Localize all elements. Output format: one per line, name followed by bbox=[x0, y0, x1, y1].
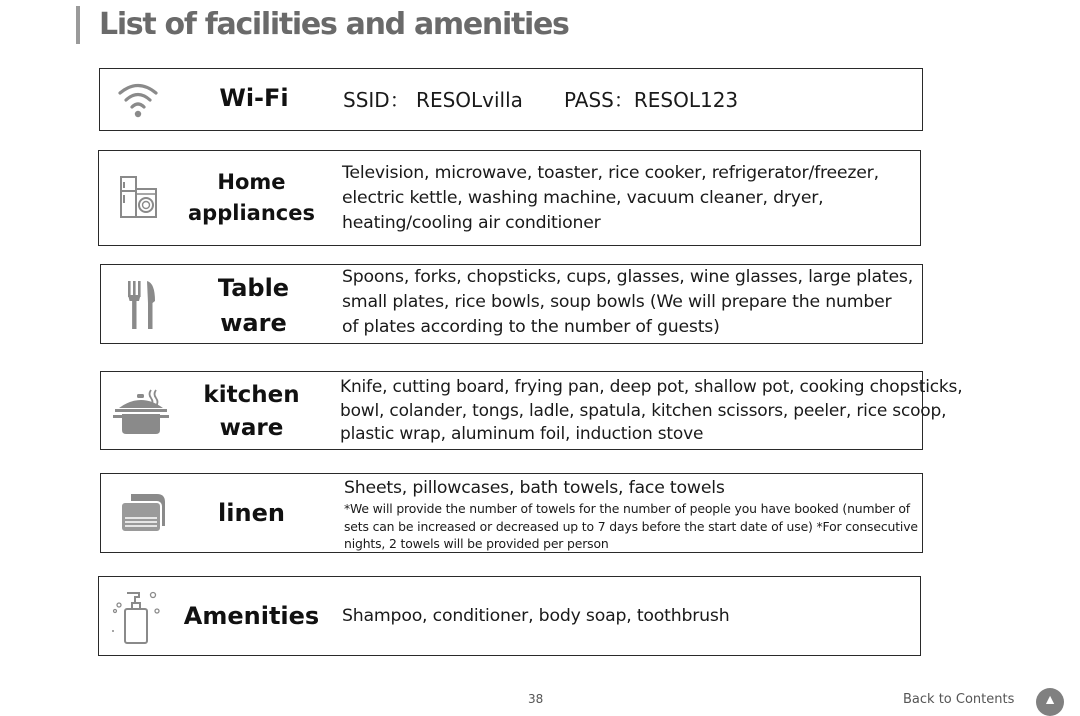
facility-row-tableware bbox=[100, 264, 923, 344]
facility-row-wifi bbox=[99, 68, 923, 131]
facility-row-amenities bbox=[98, 576, 921, 656]
text-line: electric kettle, washing machine, vacuum cleaner, dryer, bbox=[342, 188, 824, 208]
row-label-home-appliances bbox=[179, 167, 324, 229]
row-label-wifi: Wi-Fi bbox=[219, 84, 289, 112]
title-accent-bar bbox=[76, 6, 80, 44]
linen-note-line: nights, 2 towels will be provided per person bbox=[344, 536, 609, 551]
linen-note-line: *We will provide the number of towels for the number of people you have booked (number of bbox=[344, 501, 910, 516]
label-line: kitchen bbox=[203, 382, 300, 408]
kitchenware-list bbox=[340, 376, 962, 447]
appliance-icon bbox=[115, 169, 163, 223]
soap-bottle-icon bbox=[109, 585, 165, 647]
label-line: ware bbox=[220, 309, 287, 337]
text-line: Knife, cutting board, frying pan, deep pot, shallow pot, cooking chopsticks, bbox=[340, 377, 963, 397]
wifi-password: PASS：RESOL123 bbox=[564, 88, 739, 112]
text-line: plastic wrap, aluminum foil, induction stove bbox=[340, 424, 704, 444]
facility-row-home-appliances bbox=[98, 150, 921, 246]
text-line: small plates, rice bowls, soup bowls (We will prepare the number bbox=[342, 292, 892, 312]
text-line: heating/cooling air conditioner bbox=[342, 213, 601, 233]
back-to-contents-link[interactable]: Back to Contents bbox=[903, 692, 1015, 707]
wifi-icon bbox=[112, 73, 164, 125]
facility-row-linen bbox=[100, 473, 923, 553]
row-label-kitchenware bbox=[179, 379, 324, 445]
wifi-ssid: SSID： RESOLvilla bbox=[343, 88, 523, 112]
home-appliances-list bbox=[342, 161, 879, 236]
arrow-up-icon: ▲ bbox=[1043, 691, 1057, 707]
towel-icon bbox=[113, 488, 169, 538]
row-label-linen: linen bbox=[218, 499, 285, 527]
scroll-up-button[interactable] bbox=[1036, 688, 1064, 716]
label-line: ware bbox=[219, 415, 284, 441]
linen-note-line: sets can be increased or decreased up to 7 days before the start date of use) *For consecutive bbox=[344, 518, 918, 534]
facility-row-kitchenware bbox=[100, 371, 963, 450]
pot-icon bbox=[111, 384, 169, 438]
page-number: 38 bbox=[528, 692, 544, 706]
row-label-tableware bbox=[181, 271, 326, 341]
page-title: List of facilities and amenities bbox=[99, 7, 569, 42]
row-label-amenities: Amenities bbox=[183, 602, 320, 630]
linen-list bbox=[344, 476, 918, 553]
tableware-list bbox=[342, 265, 913, 340]
amenities-list: Shampoo, conditioner, body soap, toothbrush bbox=[342, 606, 730, 626]
label-line: appliances bbox=[188, 201, 315, 225]
label-line: Home bbox=[217, 170, 286, 194]
text-line: Spoons, forks, chopsticks, cups, glasses, wine glasses, large plates, bbox=[342, 267, 914, 287]
text-line: Television, microwave, toaster, rice cooker, refrigerator/freezer, bbox=[342, 163, 879, 183]
text-line: bowl, colander, tongs, ladle, spatula, kitchen scissors, peeler, rice scoop, bbox=[340, 400, 947, 421]
label-line: Table bbox=[217, 274, 290, 302]
text-line: Sheets, pillowcases, bath towels, face towels bbox=[344, 478, 725, 498]
cutlery-icon bbox=[119, 277, 163, 333]
text-line: of plates according to the number of guests) bbox=[342, 317, 720, 337]
